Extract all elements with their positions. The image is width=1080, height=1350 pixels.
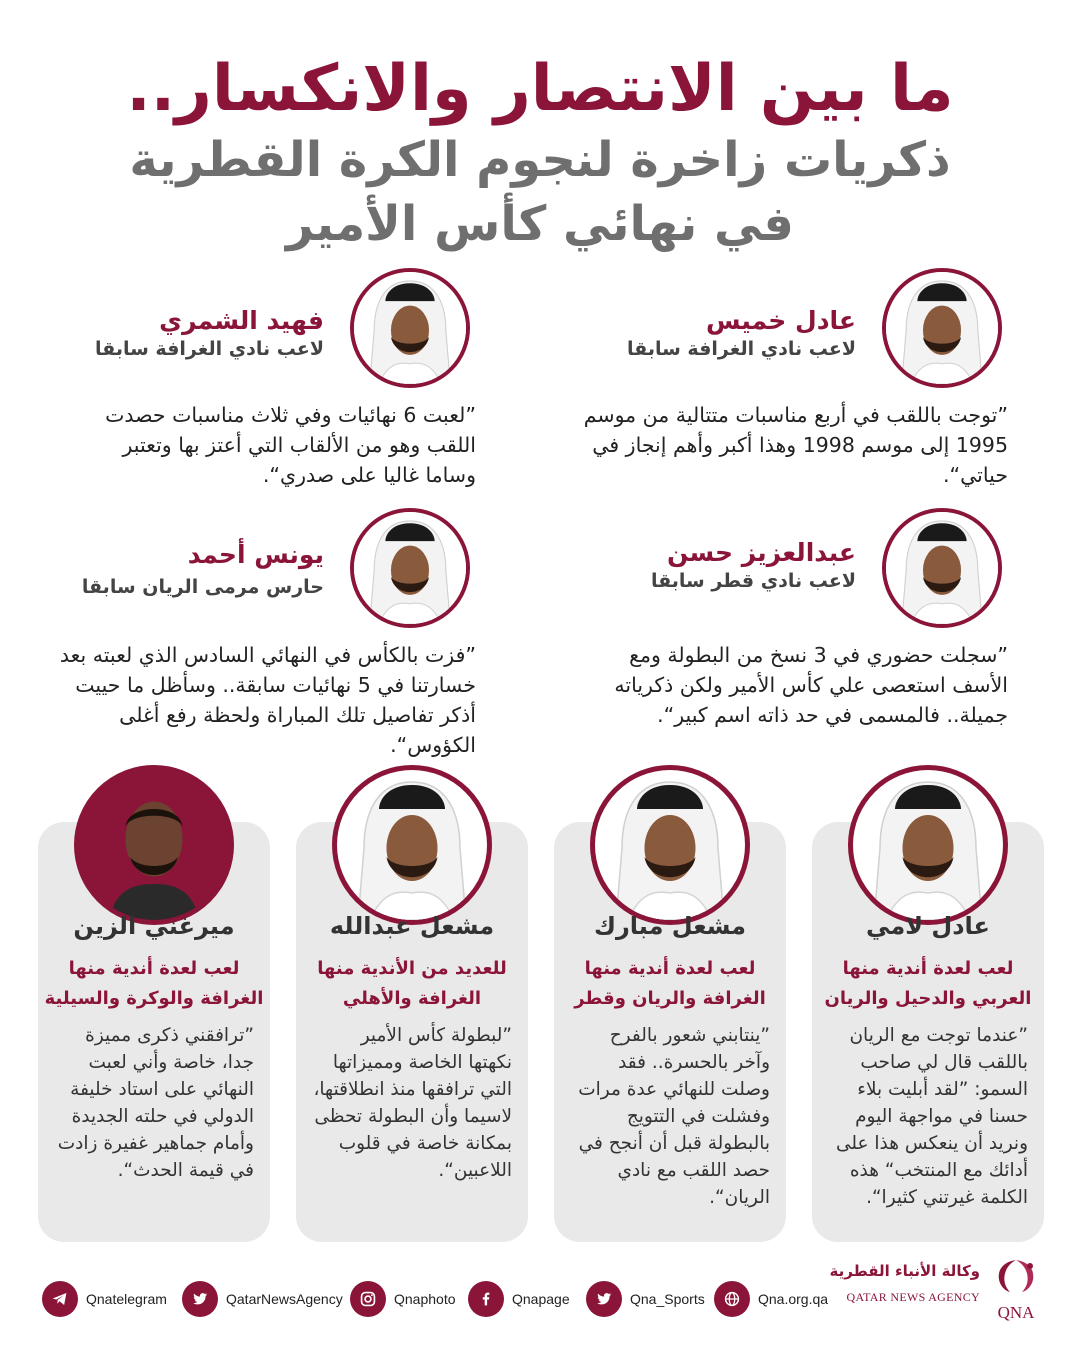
- twitter-icon: [182, 1281, 218, 1317]
- instagram-icon: [350, 1281, 386, 1317]
- photo-abdulaziz-hassan: [882, 508, 1002, 628]
- profile-name: يونس أحمد: [187, 540, 324, 569]
- photo-adel-khamis: [882, 268, 1002, 388]
- logo-arabic-text: وكالة الأنباء القطرية: [829, 1262, 980, 1280]
- photo-meshal-mubarak: [590, 765, 750, 925]
- profile-quote: ”فزت بالكأس في النهائي السادس الذي لعبته بعد خسارتنا في 5 نهائيات سابقة.. وسأظل ما حييت أذكر تفاصيل تلك المباراة ولحظة رفع أغلى الكؤوس“.: [59, 643, 476, 757]
- profile-role: لاعب نادي الغرافة سابقا: [95, 338, 324, 360]
- profile-name: عادل خميس: [705, 306, 856, 335]
- social-instagram[interactable]: [350, 1276, 456, 1322]
- page-title: ما بين الانتصار والانكسار..: [126, 52, 954, 126]
- profile-role: حارس مرمى الريان سابقا: [81, 576, 324, 598]
- card-role: لعب لعدة أندية منها العربي والدحيل والريان: [824, 958, 1032, 1009]
- card-role: لعب لعدة أندية منها الغرافة والريان وقطر: [574, 958, 766, 1009]
- card-quote: ”ينتابني شعور بالفرح وآخر بالحسرة.. فقد وصلت للنهائي عدة مرات وفشلت في التتويج بالبطولة قبل أن أنجح في حصد اللقب مع نادي الريان“.: [578, 1025, 770, 1208]
- facebook-icon: [468, 1281, 504, 1317]
- page-subtitle: [0, 128, 1080, 256]
- globe-icon: [714, 1281, 750, 1317]
- photo-mirghani-alzain: [74, 765, 234, 925]
- photo-younes-ahmed: [350, 508, 470, 628]
- social-label: Qna.org.qa: [758, 1291, 829, 1307]
- card-quote: ”عندما توجت مع الريان باللقب قال لي صاحب السمو: ”لقد أبليت بلاء حسنا في مواجهة اليوم ونريد أن ينعكس هذا على أدائك مع المنتخب“ هذه الكلمة غيرتني كثيرا“.: [835, 1025, 1028, 1208]
- profile-quote: ”لعبت 6 نهائيات وفي ثلاث مناسبات حصدت اللقب وهو من الألقاب التي أعتز بها وتعتبر وساما غاليا على صدري“.: [105, 403, 476, 487]
- profile-name: عبدالعزيز حسن: [667, 538, 856, 567]
- social-twitter-sports[interactable]: [586, 1276, 705, 1322]
- profile-name: فهيد الشمري: [159, 306, 324, 335]
- social-telegram[interactable]: [42, 1276, 167, 1322]
- social-twitter-main[interactable]: [182, 1276, 343, 1322]
- telegram-icon: [42, 1281, 78, 1317]
- card-role: للعديد من الأندية منها الغرافة والأهلي: [317, 958, 507, 1009]
- subtitle-line-2: في نهائي كأس الأمير: [286, 196, 794, 252]
- photo-adel-lami: [848, 765, 1008, 925]
- subtitle-line-1: ذكريات زاخرة لنجوم الكرة القطرية: [129, 132, 951, 188]
- card-name: مشعل مبارك: [593, 912, 747, 940]
- social-label: Qnaphoto: [394, 1291, 456, 1307]
- card-name: ميرغني الزين: [73, 912, 235, 940]
- photo-fuhaid-alshammari: [350, 268, 470, 388]
- card-role: لعب لعدة أندية منها الغرافة والوكرة والسيلية: [44, 958, 264, 1009]
- social-label: Qna_Sports: [630, 1291, 705, 1307]
- card-name: مشعل عبدالله: [329, 912, 495, 940]
- qna-emblem-icon: [986, 1252, 1046, 1328]
- profile-role: لاعب نادي الغرافة سابقا: [627, 338, 856, 360]
- social-label: Qnapage: [512, 1291, 570, 1307]
- profile-quote: ”سجلت حضوري في 3 نسخ من البطولة ومع الأسف استعصى علي كأس الأمير ولكن ذكرياته جميلة.. فالمسمى في حد ذاته اسم كبير“.: [614, 643, 1008, 727]
- qna-logo: [829, 1252, 1046, 1328]
- photo-meshal-abdullah: [332, 765, 492, 925]
- profile-role: لاعب نادي قطر سابقا: [650, 570, 856, 592]
- social-label: QatarNewsAgency: [226, 1291, 343, 1307]
- card-quote: ”ترافقني ذكرى مميزة جدا، خاصة وأني لعبت النهائي على استاد خليفة الدولي في حلته الجديدة وأمام جماهير غفيرة زادت في قيمة الحدث“.: [57, 1025, 254, 1181]
- twitter-icon: [586, 1281, 622, 1317]
- card-name: عادل لامي: [866, 912, 990, 940]
- logo-english-text: QATAR NEWS AGENCY: [846, 1290, 980, 1304]
- card-quote: ”لبطولة كأس الأمير نكهتها الخاصة ومميزاتها التي ترافقها منذ انطلاقتها، لاسيما وأن البطولة تحظى بمكانة خاصة في قلوب اللاعبين“.: [313, 1025, 512, 1181]
- social-website[interactable]: [714, 1276, 828, 1322]
- social-facebook[interactable]: [468, 1276, 570, 1322]
- svg-text:QNA: QNA: [997, 1303, 1035, 1322]
- social-label: Qnatelegram: [86, 1291, 167, 1307]
- profile-quote: ”توجت باللقب في أربع مناسبات متتالية من موسم 1995 إلى موسم 1998 وهذا أكبر وأهم إنجاز في حياتي“.: [583, 403, 1008, 487]
